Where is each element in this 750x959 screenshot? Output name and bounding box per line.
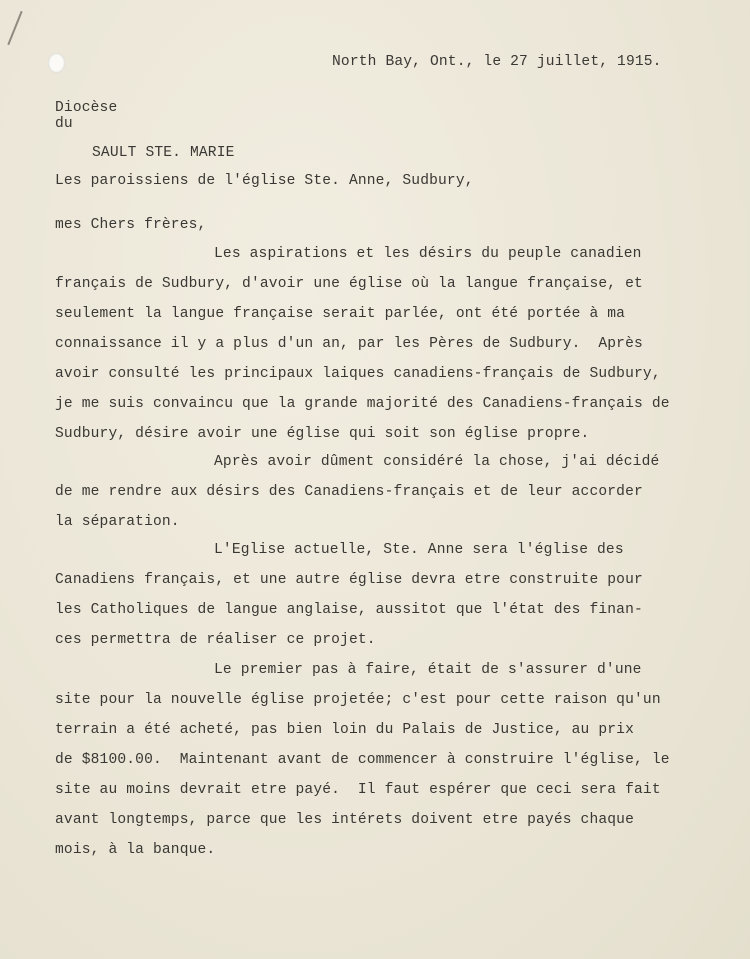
body-line: je me suis convaincu que la grande majorité des Canadiens-français de xyxy=(55,396,670,412)
body-line: mois, à la banque. xyxy=(55,842,216,858)
body-line: ces permettra de réaliser ce projet. xyxy=(55,632,376,648)
body-line: terrain a été acheté, pas bien loin du Palais de Justice, au prix xyxy=(55,722,634,738)
body-line: seulement la langue française serait parlée, ont été portée à ma xyxy=(55,306,626,322)
body-line: L'Eglise actuelle, Ste. Anne sera l'église des xyxy=(214,542,624,558)
diocese-line-3: SAULT STE. MARIE xyxy=(92,145,235,161)
body-line: de me rendre aux désirs des Canadiens-français et de leur accorder xyxy=(55,484,643,500)
body-line: la séparation. xyxy=(55,514,180,530)
pencil-mark xyxy=(7,11,22,45)
body-line: français de Sudbury, d'avoir une église où la langue française, et xyxy=(55,276,643,292)
body-line: Canadiens français, et une autre église devra etre construite pour xyxy=(55,572,643,588)
body-line: Les aspirations et les désirs du peuple canadien xyxy=(214,246,642,262)
addressee: Les paroissiens de l'église Ste. Anne, Sudbury, xyxy=(55,173,474,189)
diocese-line-2: du xyxy=(55,116,73,132)
punch-hole xyxy=(48,53,65,73)
body-line: Le premier pas à faire, était de s'assurer d'une xyxy=(214,662,642,678)
salutation: mes Chers frères, xyxy=(55,217,207,233)
body-line: Sudbury, désire avoir une église qui soit son église propre. xyxy=(55,426,590,442)
body-line: site au moins devrait etre payé. Il faut espérer que ceci sera fait xyxy=(55,782,661,798)
body-line: site pour la nouvelle église projetée; c'est pour cette raison qu'un xyxy=(55,692,661,708)
body-line: Après avoir dûment considéré la chose, j'ai décidé xyxy=(214,454,660,470)
place-date: North Bay, Ont., le 27 juillet, 1915. xyxy=(332,54,662,70)
body-line: avoir consulté les principaux laiques canadiens-français de Sudbury, xyxy=(55,366,661,382)
body-line: de $8100.00. Maintenant avant de commencer à construire l'église, le xyxy=(55,752,670,768)
body-line: avant longtemps, parce que les intérets doivent etre payés chaque xyxy=(55,812,634,828)
body-line: les Catholiques de langue anglaise, aussitot que l'état des finan- xyxy=(55,602,643,618)
body-line: connaissance il y a plus d'un an, par les Pères de Sudbury. Après xyxy=(55,336,643,352)
diocese-line-1: Diocèse xyxy=(55,100,118,116)
